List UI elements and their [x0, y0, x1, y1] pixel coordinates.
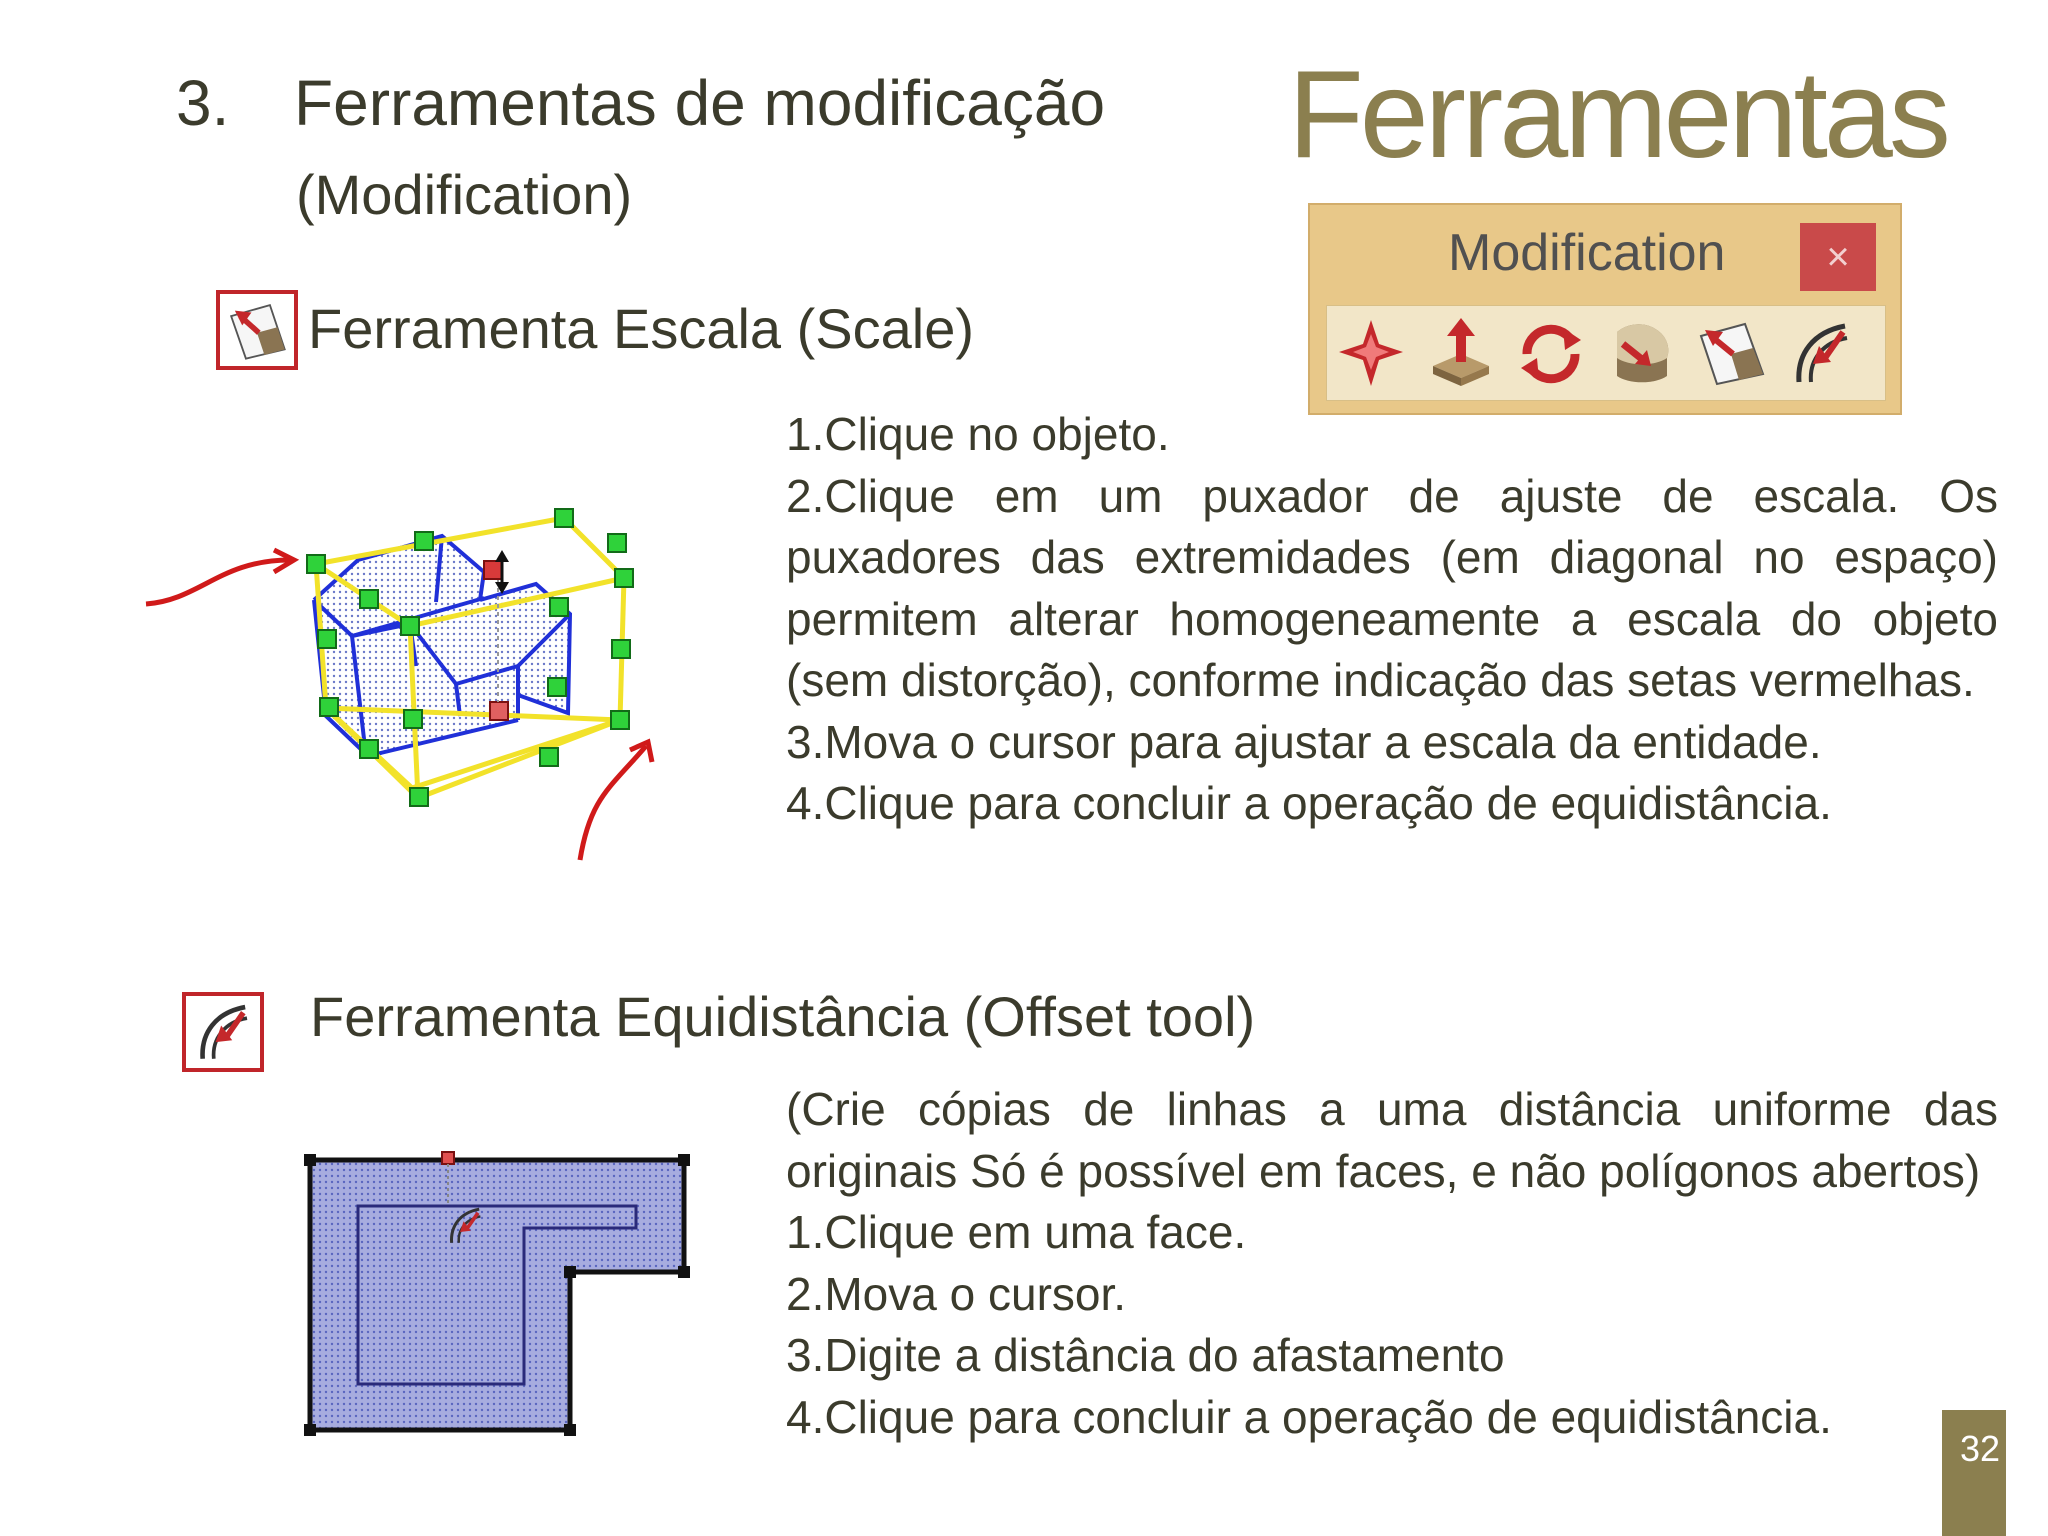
scale-tool-icon: [216, 290, 298, 370]
slide-title: [176, 66, 1105, 140]
offset-section-heading: Ferramenta Equidistância (Offset tool): [310, 985, 1256, 1048]
rotate-icon[interactable]: [1513, 314, 1589, 392]
brand-title: Ferramentas: [1288, 46, 1947, 184]
toolbar-title: Modification: [1448, 224, 1726, 282]
title-text: Ferramentas de modificação: [294, 67, 1106, 139]
toolbar-close-button[interactable]: ×: [1800, 223, 1876, 291]
offset-steps: [786, 1079, 1998, 1448]
scale-step-2: 2.Clique em um puxador de ajuste de escala. Os puxadores das extremidades (em diagonal no espaço) permitem alterar homogeneamente a escala do objeto (sem distorção), conforme indicação das setas vermelhas.: [786, 469, 1998, 706]
follow-me-icon[interactable]: [1603, 314, 1679, 392]
scale-house-illustration: [140, 488, 700, 868]
offset-intro: (Crie cópias de linhas a uma distância uniforme das originais Só é possível em faces, e não polígonos abertos): [786, 1083, 1998, 1197]
toolbar-button-strip: [1326, 305, 1886, 401]
page-number: 32: [1959, 1428, 2001, 1469]
offset-face-illustration: [300, 1150, 700, 1440]
slide-subtitle: (Modification): [296, 163, 633, 226]
offset-step-2: 2.Mova o cursor.: [786, 1267, 1127, 1320]
scale-step-3: 3.Mova o cursor para ajustar a escala da entidade.: [786, 715, 1822, 768]
modification-toolbar: [1308, 203, 1902, 415]
title-number: 3.: [176, 67, 230, 139]
scale-icon[interactable]: [1693, 314, 1769, 392]
scale-steps: [786, 404, 1998, 835]
scale-step-1: 1.Clique no objeto.: [786, 408, 1170, 460]
scale-step-4: 4.Clique para concluir a operação de equidistância.: [786, 777, 1832, 829]
offset-step-3: 3.Digite a distância do afastamento: [786, 1329, 1505, 1381]
scale-section-heading: Ferramenta Escala (Scale): [308, 297, 975, 360]
offset-step-4: 4.Clique para concluir a operação de equidistância.: [786, 1390, 1832, 1443]
offset-icon[interactable]: [1783, 314, 1859, 392]
move-icon[interactable]: [1333, 314, 1409, 392]
offset-tool-icon: [182, 992, 264, 1072]
offset-step-1: 1.Clique em uma face.: [786, 1206, 1247, 1258]
push-pull-icon[interactable]: [1423, 314, 1499, 392]
